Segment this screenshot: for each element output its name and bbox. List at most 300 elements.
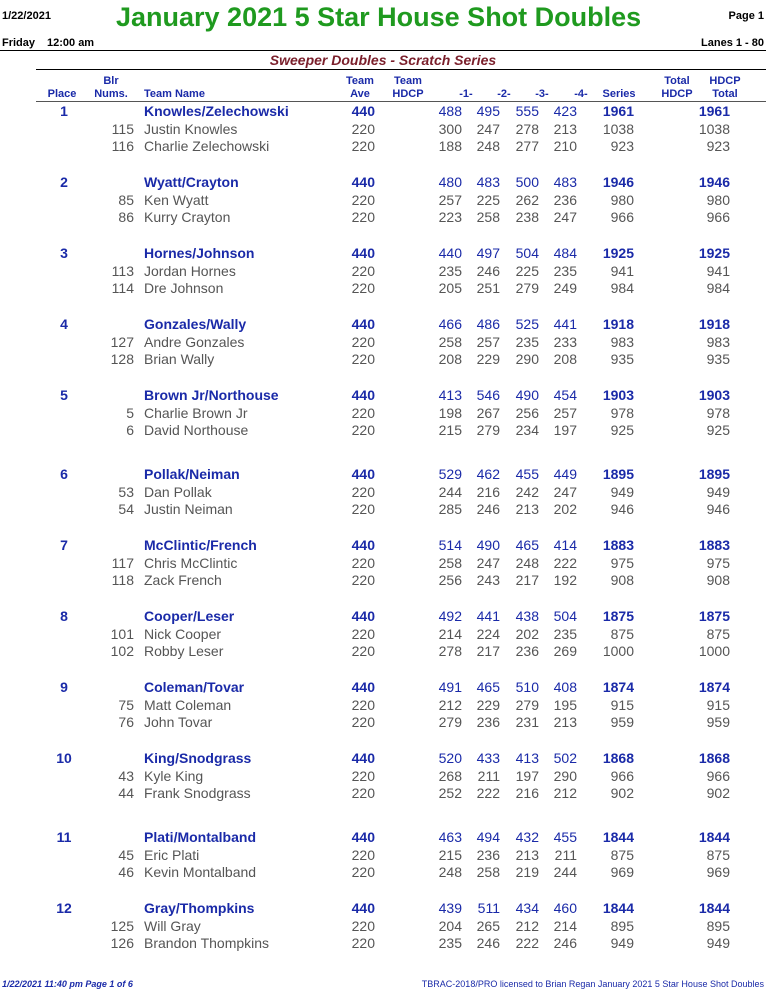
bowler-series: 1038 [602, 120, 634, 137]
bowler-game-3: 213 [515, 846, 539, 863]
bowler-name: Charlie Zelechowski [144, 138, 270, 155]
bowler-name: Dre Johnson [144, 280, 224, 297]
col-hdcp-total-1: HDCP [709, 75, 741, 87]
team-name: Gray/Thompkins [144, 900, 255, 916]
team-name: Pollak/Neiman [144, 466, 240, 482]
bowler-game-3: 290 [515, 351, 539, 368]
bowler-game-1: 223 [438, 209, 462, 226]
bowler-hdcp-total: 935 [706, 351, 730, 368]
bowler-game-3: 212 [515, 917, 539, 934]
team-name: Coleman/Tovar [144, 679, 245, 695]
team-game-2: 511 [477, 900, 500, 916]
bowler-average: 220 [351, 404, 375, 421]
bowler-game-1: 188 [438, 138, 462, 155]
bowler-name: Ken Wyatt [144, 191, 209, 208]
team-game-2: 494 [476, 829, 500, 845]
bowler-game-3: 248 [515, 554, 539, 571]
bowler-number: 117 [111, 554, 134, 571]
team-game-4: 454 [553, 387, 577, 403]
bowler-game-2: 211 [477, 767, 500, 784]
bowler-game-2: 248 [476, 138, 500, 155]
bowler-average: 220 [351, 785, 375, 802]
team-average: 440 [351, 466, 375, 482]
bowler-average: 220 [351, 846, 375, 863]
bowler-series: 915 [610, 696, 634, 713]
bowler-series: 966 [610, 767, 634, 784]
bowler-game-2: 225 [476, 191, 500, 208]
bowler-average: 220 [351, 501, 375, 518]
col-blr-2: Nums. [94, 88, 128, 100]
footer-timestamp: 1/22/2021 11:40 pm Page 1 of 6 [2, 979, 133, 989]
bowler-name: Eric Plati [144, 846, 200, 863]
team-game-3: 500 [515, 174, 539, 190]
bowler-game-4: 257 [553, 404, 577, 421]
bowler-hdcp-total: 969 [706, 864, 730, 881]
bowler-game-2: 236 [476, 714, 500, 731]
col-series: Series [602, 88, 636, 100]
bowler-hdcp-total: 941 [706, 262, 730, 279]
team-series: 1946 [602, 174, 634, 190]
team-place: 9 [60, 679, 68, 695]
team-game-1: 466 [438, 316, 462, 332]
team-game-2: 497 [476, 245, 500, 261]
bowler-number: 113 [111, 262, 134, 279]
bowler-series: 925 [610, 422, 634, 439]
team-series: 1918 [602, 316, 634, 332]
team-game-4: 455 [553, 829, 577, 845]
bowler-game-4: 244 [553, 864, 577, 881]
bowler-name: David Northouse [144, 422, 249, 439]
team-game-3: 525 [515, 316, 539, 332]
bowler-game-2: 243 [476, 572, 500, 589]
bowler-series: 1000 [602, 643, 634, 660]
bowler-game-1: 252 [438, 785, 462, 802]
bowler-average: 220 [351, 209, 375, 226]
bowler-hdcp-total: 875 [706, 625, 730, 642]
bowler-average: 220 [351, 696, 375, 713]
team-game-3: 455 [515, 466, 539, 482]
team-game-1: 491 [438, 679, 462, 695]
bowler-game-1: 268 [438, 767, 462, 784]
team-name: Gonzales/Wally [144, 316, 247, 332]
bowler-hdcp-total: 902 [706, 785, 730, 802]
bowler-series: 941 [610, 262, 634, 279]
team-average: 440 [351, 679, 375, 695]
bowler-game-1: 279 [438, 714, 462, 731]
bowler-game-2: 222 [476, 785, 500, 802]
col-game-4: -4- [574, 88, 588, 100]
bowler-hdcp-total: 966 [706, 767, 730, 784]
bowler-game-2: 258 [476, 209, 500, 226]
team-game-2: 546 [476, 387, 500, 403]
team-series: 1875 [602, 608, 634, 624]
bowler-average: 220 [351, 351, 375, 368]
bowler-number: 118 [111, 572, 134, 589]
bowler-game-4: 192 [553, 572, 577, 589]
bowler-game-3: 217 [515, 572, 539, 589]
bowler-game-3: 236 [515, 643, 539, 660]
bowler-game-1: 258 [438, 333, 462, 350]
bowler-game-4: 233 [553, 333, 577, 350]
bowler-game-2: 246 [476, 501, 500, 518]
bowler-series: 895 [610, 917, 634, 934]
bowler-game-4: 235 [553, 625, 577, 642]
bowler-series: 984 [610, 280, 634, 297]
team-game-1: 480 [438, 174, 462, 190]
team-hdcp-total: 1925 [698, 245, 730, 261]
bowler-game-3: 222 [515, 935, 539, 952]
bowler-game-1: 256 [438, 572, 462, 589]
bowler-name: Chris McClintic [144, 554, 238, 571]
bowler-game-1: 198 [438, 404, 462, 421]
team-average: 440 [351, 245, 375, 261]
bowler-name: Kurry Crayton [144, 209, 231, 226]
team-game-1: 439 [438, 900, 462, 916]
bowler-series: 908 [610, 572, 634, 589]
team-game-4: 483 [553, 174, 577, 190]
team-game-1: 440 [438, 245, 462, 261]
team-average: 440 [351, 829, 375, 845]
bowler-game-1: 278 [438, 643, 462, 660]
team-place: 5 [60, 387, 68, 403]
col-team-ave-1: Team [346, 75, 374, 87]
team-place: 3 [60, 245, 68, 261]
page-number: Page 1 [728, 10, 764, 22]
bowler-series: 975 [610, 554, 634, 571]
team-game-1: 514 [438, 537, 462, 553]
bowler-series: 923 [610, 138, 634, 155]
bowler-name: Robby Leser [144, 643, 224, 660]
team-series: 1844 [602, 829, 634, 845]
bowler-name: John Tovar [144, 714, 213, 731]
bowler-number: 125 [110, 917, 134, 934]
team-place: 10 [56, 750, 72, 766]
bowler-series: 983 [610, 333, 634, 350]
subtitle-divider [36, 69, 766, 70]
bowler-game-3: 225 [515, 262, 539, 279]
bowler-series: 875 [610, 846, 634, 863]
bowler-series: 949 [610, 935, 634, 952]
bowler-name: Justin Neiman [144, 501, 233, 518]
bowler-game-3: 256 [515, 404, 539, 421]
team-hdcp-total: 1844 [698, 829, 730, 845]
bowler-game-4: 214 [553, 917, 577, 934]
bowler-average: 220 [351, 917, 375, 934]
team-place: 8 [60, 608, 68, 624]
bowler-game-3: 262 [515, 191, 539, 208]
bowler-hdcp-total: 946 [706, 501, 730, 518]
team-hdcp-total: 1844 [698, 900, 730, 916]
team-game-2: 465 [476, 679, 500, 695]
bowler-game-4: 222 [553, 554, 577, 571]
bowler-number: 114 [111, 280, 134, 297]
bowler-game-1: 214 [438, 625, 462, 642]
team-game-1: 413 [438, 387, 462, 403]
team-place: 6 [60, 466, 68, 482]
col-blr-1: Blr [103, 75, 119, 87]
bowler-average: 220 [351, 333, 375, 350]
team-hdcp-total: 1961 [698, 103, 730, 119]
bowler-game-3: 216 [515, 785, 539, 802]
bowler-hdcp-total: 949 [706, 483, 730, 500]
col-team-hdcp-1: Team [394, 75, 422, 87]
bowler-hdcp-total: 949 [706, 935, 730, 952]
bowler-game-2: 217 [476, 643, 500, 660]
team-game-2: 483 [476, 174, 500, 190]
team-game-4: 414 [553, 537, 577, 553]
team-place: 2 [60, 174, 68, 190]
team-game-3: 510 [515, 679, 539, 695]
bowler-number: 86 [118, 209, 134, 226]
bowler-game-4: 235 [553, 262, 577, 279]
team-game-2: 495 [476, 103, 500, 119]
bowler-game-1: 235 [438, 935, 462, 952]
bowler-game-2: 247 [476, 120, 500, 137]
bowler-average: 220 [351, 643, 375, 660]
team-series: 1868 [602, 750, 634, 766]
bowler-game-1: 300 [438, 120, 462, 137]
bowler-game-1: 205 [438, 280, 462, 297]
team-average: 440 [351, 174, 375, 190]
col-game-1: -1- [459, 88, 473, 100]
bowler-game-3: 238 [515, 209, 539, 226]
report-subtitle: Sweeper Doubles - Scratch Series [269, 52, 497, 68]
team-game-3: 504 [515, 245, 539, 261]
bowler-number: 54 [118, 501, 134, 518]
bowler-number: 127 [110, 333, 134, 350]
team-game-2: 486 [476, 316, 500, 332]
bowler-hdcp-total: 983 [706, 333, 730, 350]
col-total-hdcp-1: Total [664, 75, 690, 87]
bowler-series: 959 [610, 714, 634, 731]
bowler-number: 75 [118, 696, 134, 713]
team-game-2: 433 [476, 750, 500, 766]
bowler-game-3: 278 [515, 120, 539, 137]
bowler-name: Dan Pollak [144, 483, 212, 500]
team-place: 4 [60, 316, 68, 332]
bowler-game-4: 247 [553, 483, 577, 500]
bowler-series: 949 [610, 483, 634, 500]
bowler-hdcp-total: 915 [706, 696, 730, 713]
bowler-series: 978 [610, 404, 634, 421]
bowler-game-2: 246 [476, 935, 500, 952]
team-name: Hornes/Johnson [144, 245, 255, 261]
bowler-game-1: 204 [438, 917, 462, 934]
col-hdcp-total-2: Total [712, 88, 738, 100]
bowler-hdcp-total: 875 [706, 846, 730, 863]
bowler-game-4: 212 [553, 785, 577, 802]
bowler-game-4: 197 [553, 422, 577, 439]
bowler-hdcp-total: 895 [706, 917, 730, 934]
bowler-game-3: 234 [515, 422, 539, 439]
bowler-hdcp-total: 959 [706, 714, 730, 731]
team-game-2: 490 [476, 537, 500, 553]
bowler-name: Kyle King [144, 767, 204, 784]
bowler-game-1: 258 [438, 554, 462, 571]
team-game-2: 462 [476, 466, 500, 482]
team-game-4: 504 [553, 608, 577, 624]
bowler-game-1: 248 [438, 864, 462, 881]
team-average: 440 [351, 387, 375, 403]
bowler-game-1: 215 [438, 846, 462, 863]
bowler-game-2: 257 [476, 333, 500, 350]
team-game-4: 502 [553, 750, 577, 766]
bowler-name: Andre Gonzales [144, 333, 245, 350]
col-place: Place [47, 88, 77, 100]
bowler-hdcp-total: 923 [706, 138, 730, 155]
team-name: Cooper/Leser [144, 608, 235, 624]
team-game-1: 463 [438, 829, 462, 845]
bowler-series: 935 [610, 351, 634, 368]
bowler-game-3: 279 [515, 280, 539, 297]
bowler-game-2: 247 [476, 554, 500, 571]
bowler-number: 46 [118, 864, 134, 881]
bowler-game-4: 246 [553, 935, 577, 952]
team-game-2: 441 [476, 608, 500, 624]
team-game-4: 449 [553, 466, 577, 482]
bowler-average: 220 [351, 714, 375, 731]
team-game-3: 434 [515, 900, 539, 916]
bowler-game-1: 208 [438, 351, 462, 368]
team-game-4: 441 [553, 316, 577, 332]
bowler-game-4: 247 [553, 209, 577, 226]
team-series: 1844 [602, 900, 634, 916]
bowler-series: 980 [610, 191, 634, 208]
bowler-game-3: 213 [515, 501, 539, 518]
bowler-series: 902 [610, 785, 634, 802]
team-hdcp-total: 1874 [698, 679, 730, 695]
bowler-number: 128 [110, 351, 134, 368]
bowler-game-3: 202 [515, 625, 539, 642]
bowler-number: 115 [111, 120, 134, 137]
bowler-average: 220 [351, 625, 375, 642]
bowler-name: Jordan Hornes [144, 262, 236, 279]
team-average: 440 [351, 608, 375, 624]
bowler-number: 6 [126, 422, 134, 439]
bowler-game-4: 210 [553, 138, 577, 155]
bowler-game-3: 197 [515, 767, 539, 784]
team-place: 1 [60, 103, 68, 119]
bowler-hdcp-total: 978 [706, 404, 730, 421]
team-game-4: 423 [553, 103, 577, 119]
bowler-average: 220 [351, 483, 375, 500]
col-team-name: Team Name [144, 88, 205, 100]
bowler-number: 101 [110, 625, 134, 642]
team-game-3: 490 [515, 387, 539, 403]
bowler-name: Kevin Montalband [144, 864, 257, 881]
team-name: King/Snodgrass [144, 750, 252, 766]
team-series: 1903 [602, 387, 634, 403]
bowler-series: 875 [610, 625, 634, 642]
team-series: 1883 [602, 537, 634, 553]
bowler-game-2: 229 [476, 351, 500, 368]
team-game-3: 438 [515, 608, 539, 624]
header-divider [0, 50, 766, 51]
bowler-average: 220 [351, 767, 375, 784]
bowler-game-4: 195 [553, 696, 577, 713]
team-name: Plati/Montalband [144, 829, 256, 845]
bowler-name: Justin Knowles [144, 120, 238, 137]
bowler-game-2: 236 [476, 846, 500, 863]
bowler-game-2: 216 [476, 483, 500, 500]
bowler-game-1: 235 [438, 262, 462, 279]
bowler-number: 116 [111, 138, 134, 155]
bowler-number: 85 [118, 191, 134, 208]
team-hdcp-total: 1918 [698, 316, 730, 332]
bowler-name: Zack French [144, 572, 222, 589]
team-hdcp-total: 1868 [698, 750, 730, 766]
bowler-average: 220 [351, 864, 375, 881]
bowler-average: 220 [351, 120, 375, 137]
team-series: 1925 [602, 245, 634, 261]
bowler-average: 220 [351, 138, 375, 155]
bowler-game-4: 213 [553, 714, 577, 731]
team-hdcp-total: 1903 [698, 387, 730, 403]
team-game-3: 413 [515, 750, 539, 766]
report-title: January 2021 5 Star House Shot Doubles [116, 2, 642, 32]
day-label: Friday [2, 37, 36, 49]
bowler-game-2: 229 [476, 696, 500, 713]
team-place: 7 [60, 537, 68, 553]
bowler-game-4: 213 [553, 120, 577, 137]
team-series: 1874 [602, 679, 634, 695]
team-average: 440 [351, 900, 375, 916]
team-hdcp-total: 1946 [698, 174, 730, 190]
team-game-3: 465 [515, 537, 539, 553]
team-name: Brown Jr/Northouse [144, 387, 279, 403]
bowler-game-2: 224 [476, 625, 500, 642]
team-game-1: 529 [438, 466, 462, 482]
bowler-hdcp-total: 975 [706, 554, 730, 571]
bowler-game-2: 267 [476, 404, 500, 421]
bowler-name: Frank Snodgrass [144, 785, 251, 802]
bowler-number: 5 [126, 404, 134, 421]
team-average: 440 [351, 103, 375, 119]
bowler-average: 220 [351, 554, 375, 571]
bowler-number: 76 [118, 714, 134, 731]
bowler-game-3: 231 [515, 714, 539, 731]
bowler-game-3: 279 [515, 696, 539, 713]
bowler-hdcp-total: 1038 [698, 120, 730, 137]
team-average: 440 [351, 537, 375, 553]
bowler-game-2: 251 [476, 280, 500, 297]
bowler-average: 220 [351, 935, 375, 952]
bowler-game-4: 211 [554, 846, 577, 863]
team-place: 12 [56, 900, 72, 916]
footer-license: TBRAC-2018/PRO licensed to Brian Regan January 2021 5 Star House Shot Doubles [421, 979, 764, 989]
bowler-game-2: 279 [476, 422, 500, 439]
team-game-3: 555 [515, 103, 539, 119]
team-game-1: 488 [438, 103, 462, 119]
bowler-game-3: 277 [515, 138, 539, 155]
time-label: 12:00 am [47, 37, 95, 49]
bowler-number: 45 [118, 846, 134, 863]
bowler-game-2: 246 [476, 262, 500, 279]
team-game-1: 492 [438, 608, 462, 624]
team-series: 1961 [602, 103, 634, 119]
bowler-hdcp-total: 980 [706, 191, 730, 208]
bowler-name: Brandon Thompkins [144, 935, 270, 952]
team-series: 1895 [602, 466, 634, 482]
bowler-number: 44 [118, 785, 134, 802]
team-hdcp-total: 1883 [698, 537, 730, 553]
team-name: Wyatt/Crayton [144, 174, 239, 190]
team-hdcp-total: 1895 [698, 466, 730, 482]
bowler-series: 969 [610, 864, 634, 881]
bowler-hdcp-total: 1000 [698, 643, 730, 660]
col-game-3: -3- [535, 88, 549, 100]
col-team-ave-2: Ave [350, 88, 370, 100]
